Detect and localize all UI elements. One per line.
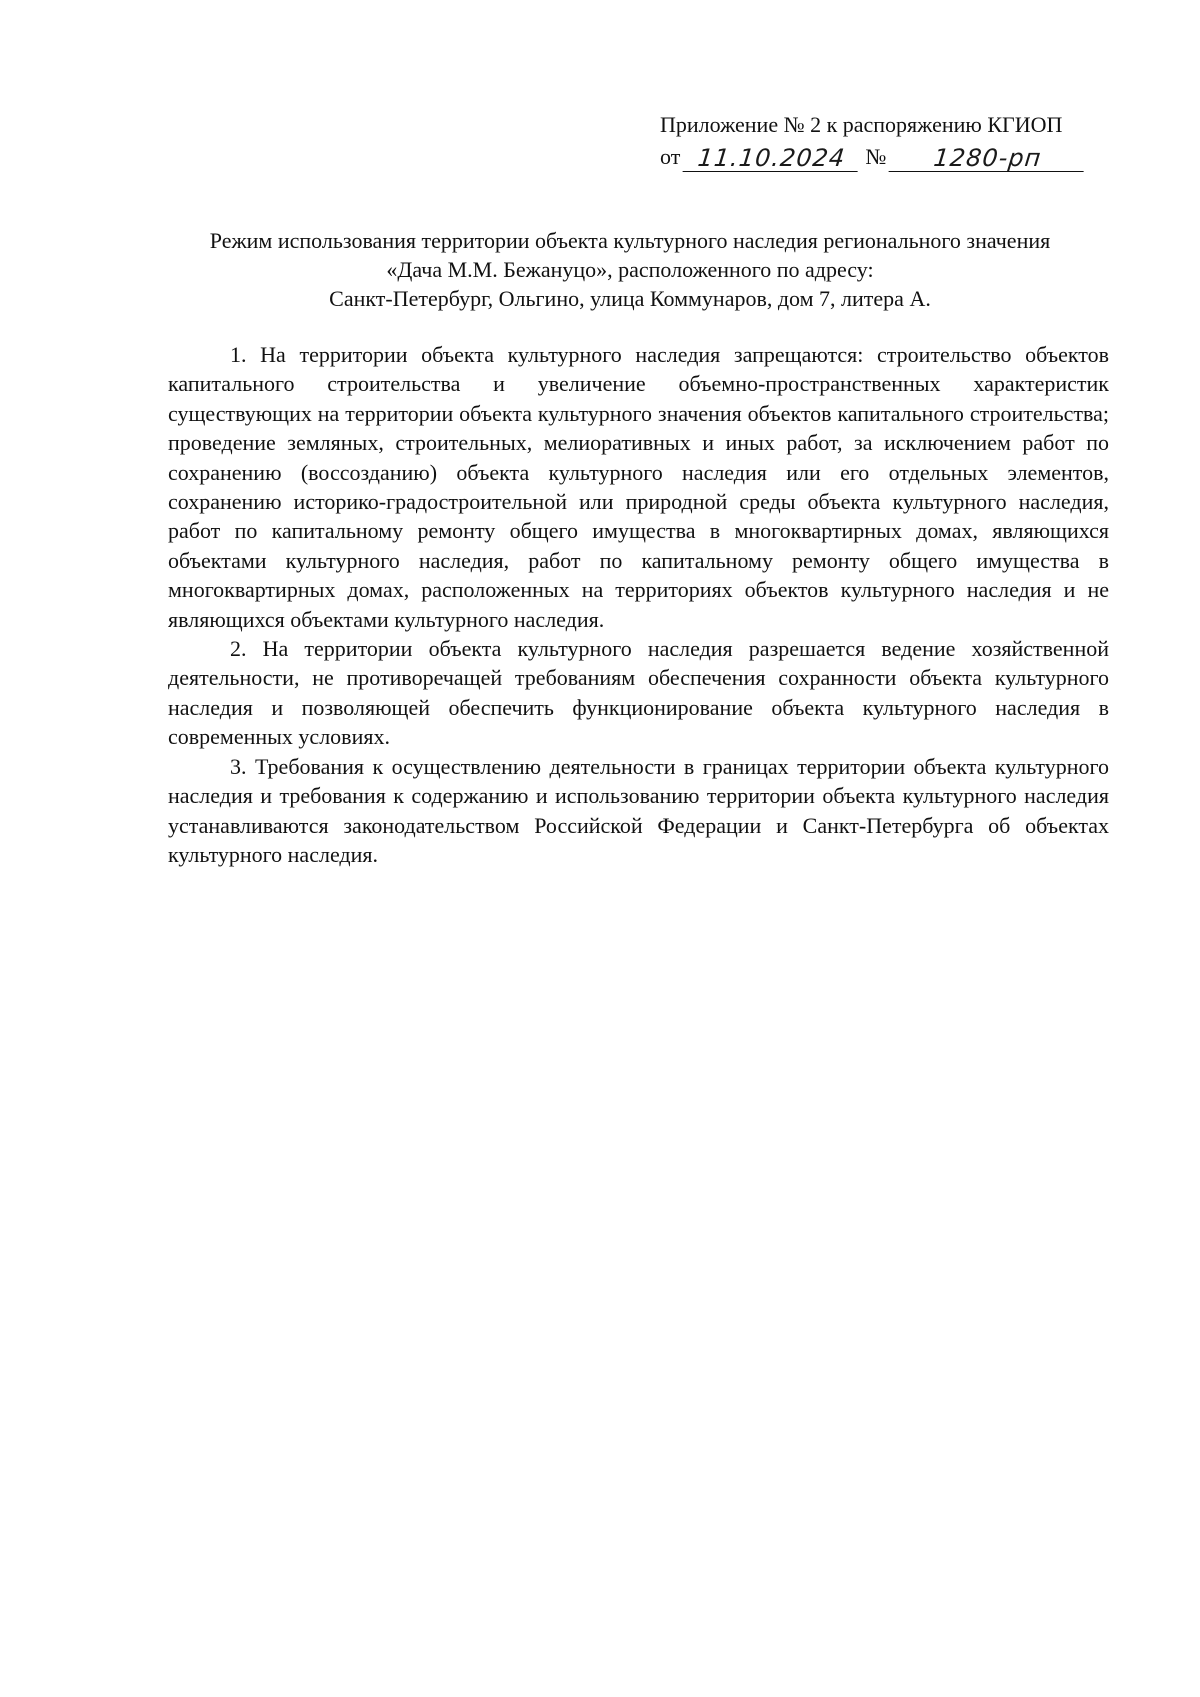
document-body: [168, 340, 1109, 869]
appendix-reference: Приложение № 2 к распоряжению КГИОП: [660, 112, 1063, 137]
order-date-handwritten: 11.10.2024: [683, 145, 861, 172]
paragraph-2: 2. На территории объекта культурного наследия разрешается ведение хозяйственной деятельности, не противоречащей требованиям обеспечения сохранности объекта культурного наследия и позволяющей обеспечить функционирование объекта культурного наследия в современных условиях.: [168, 636, 1109, 750]
title-line-3: Санкт-Петербург, Ольгино, улица Коммунаров, дом 7, литера А.: [329, 286, 931, 311]
paragraph-1: 1. На территории объекта культурного наследия запрещаются: строительство объектов капитального строительства и увеличение объемно-пространственных характеристик существующих на территории объекта культурного значения объектов капитального строительства; проведение земляных, строительных, мелиоративных и иных работ, за исключением работ по сохранению (воссозданию) объекта культурного наследия или его отдельных элементов, сохранению историко-градостроительной или природной среды объекта культурного наследия, работ по капитальному ремонту общего имущества в многоквартирных домах, являющихся объектами культурного наследия, работ по капитальному ремонту общего имущества в многоквартирных домах, расположенных на территориях объектов культурного наследия и не являющихся объектами культурного наследия.: [168, 342, 1109, 632]
document-title: [150, 226, 1110, 313]
title-line-1: Режим использования территории объекта культурного наследия регионального значения: [209, 228, 1051, 253]
order-date-number-line: [660, 142, 1120, 172]
appendix-header: [660, 110, 1120, 172]
number-sign: №: [865, 144, 887, 169]
title-line-2: «Дача М.М. Бежануцо», расположенного по адресу:: [386, 257, 874, 282]
order-number-handwritten: 1280-рп: [889, 145, 1087, 172]
date-prefix: от: [660, 144, 681, 169]
paragraph-3: 3. Требования к осуществлению деятельности в границах территории объекта культурного наследия и требования к содержанию и использованию территории объекта культурного наследия устанавливаются законодательством Российской Федерации и Санкт-Петербурга об объектах культурного наследия.: [168, 753, 1109, 867]
